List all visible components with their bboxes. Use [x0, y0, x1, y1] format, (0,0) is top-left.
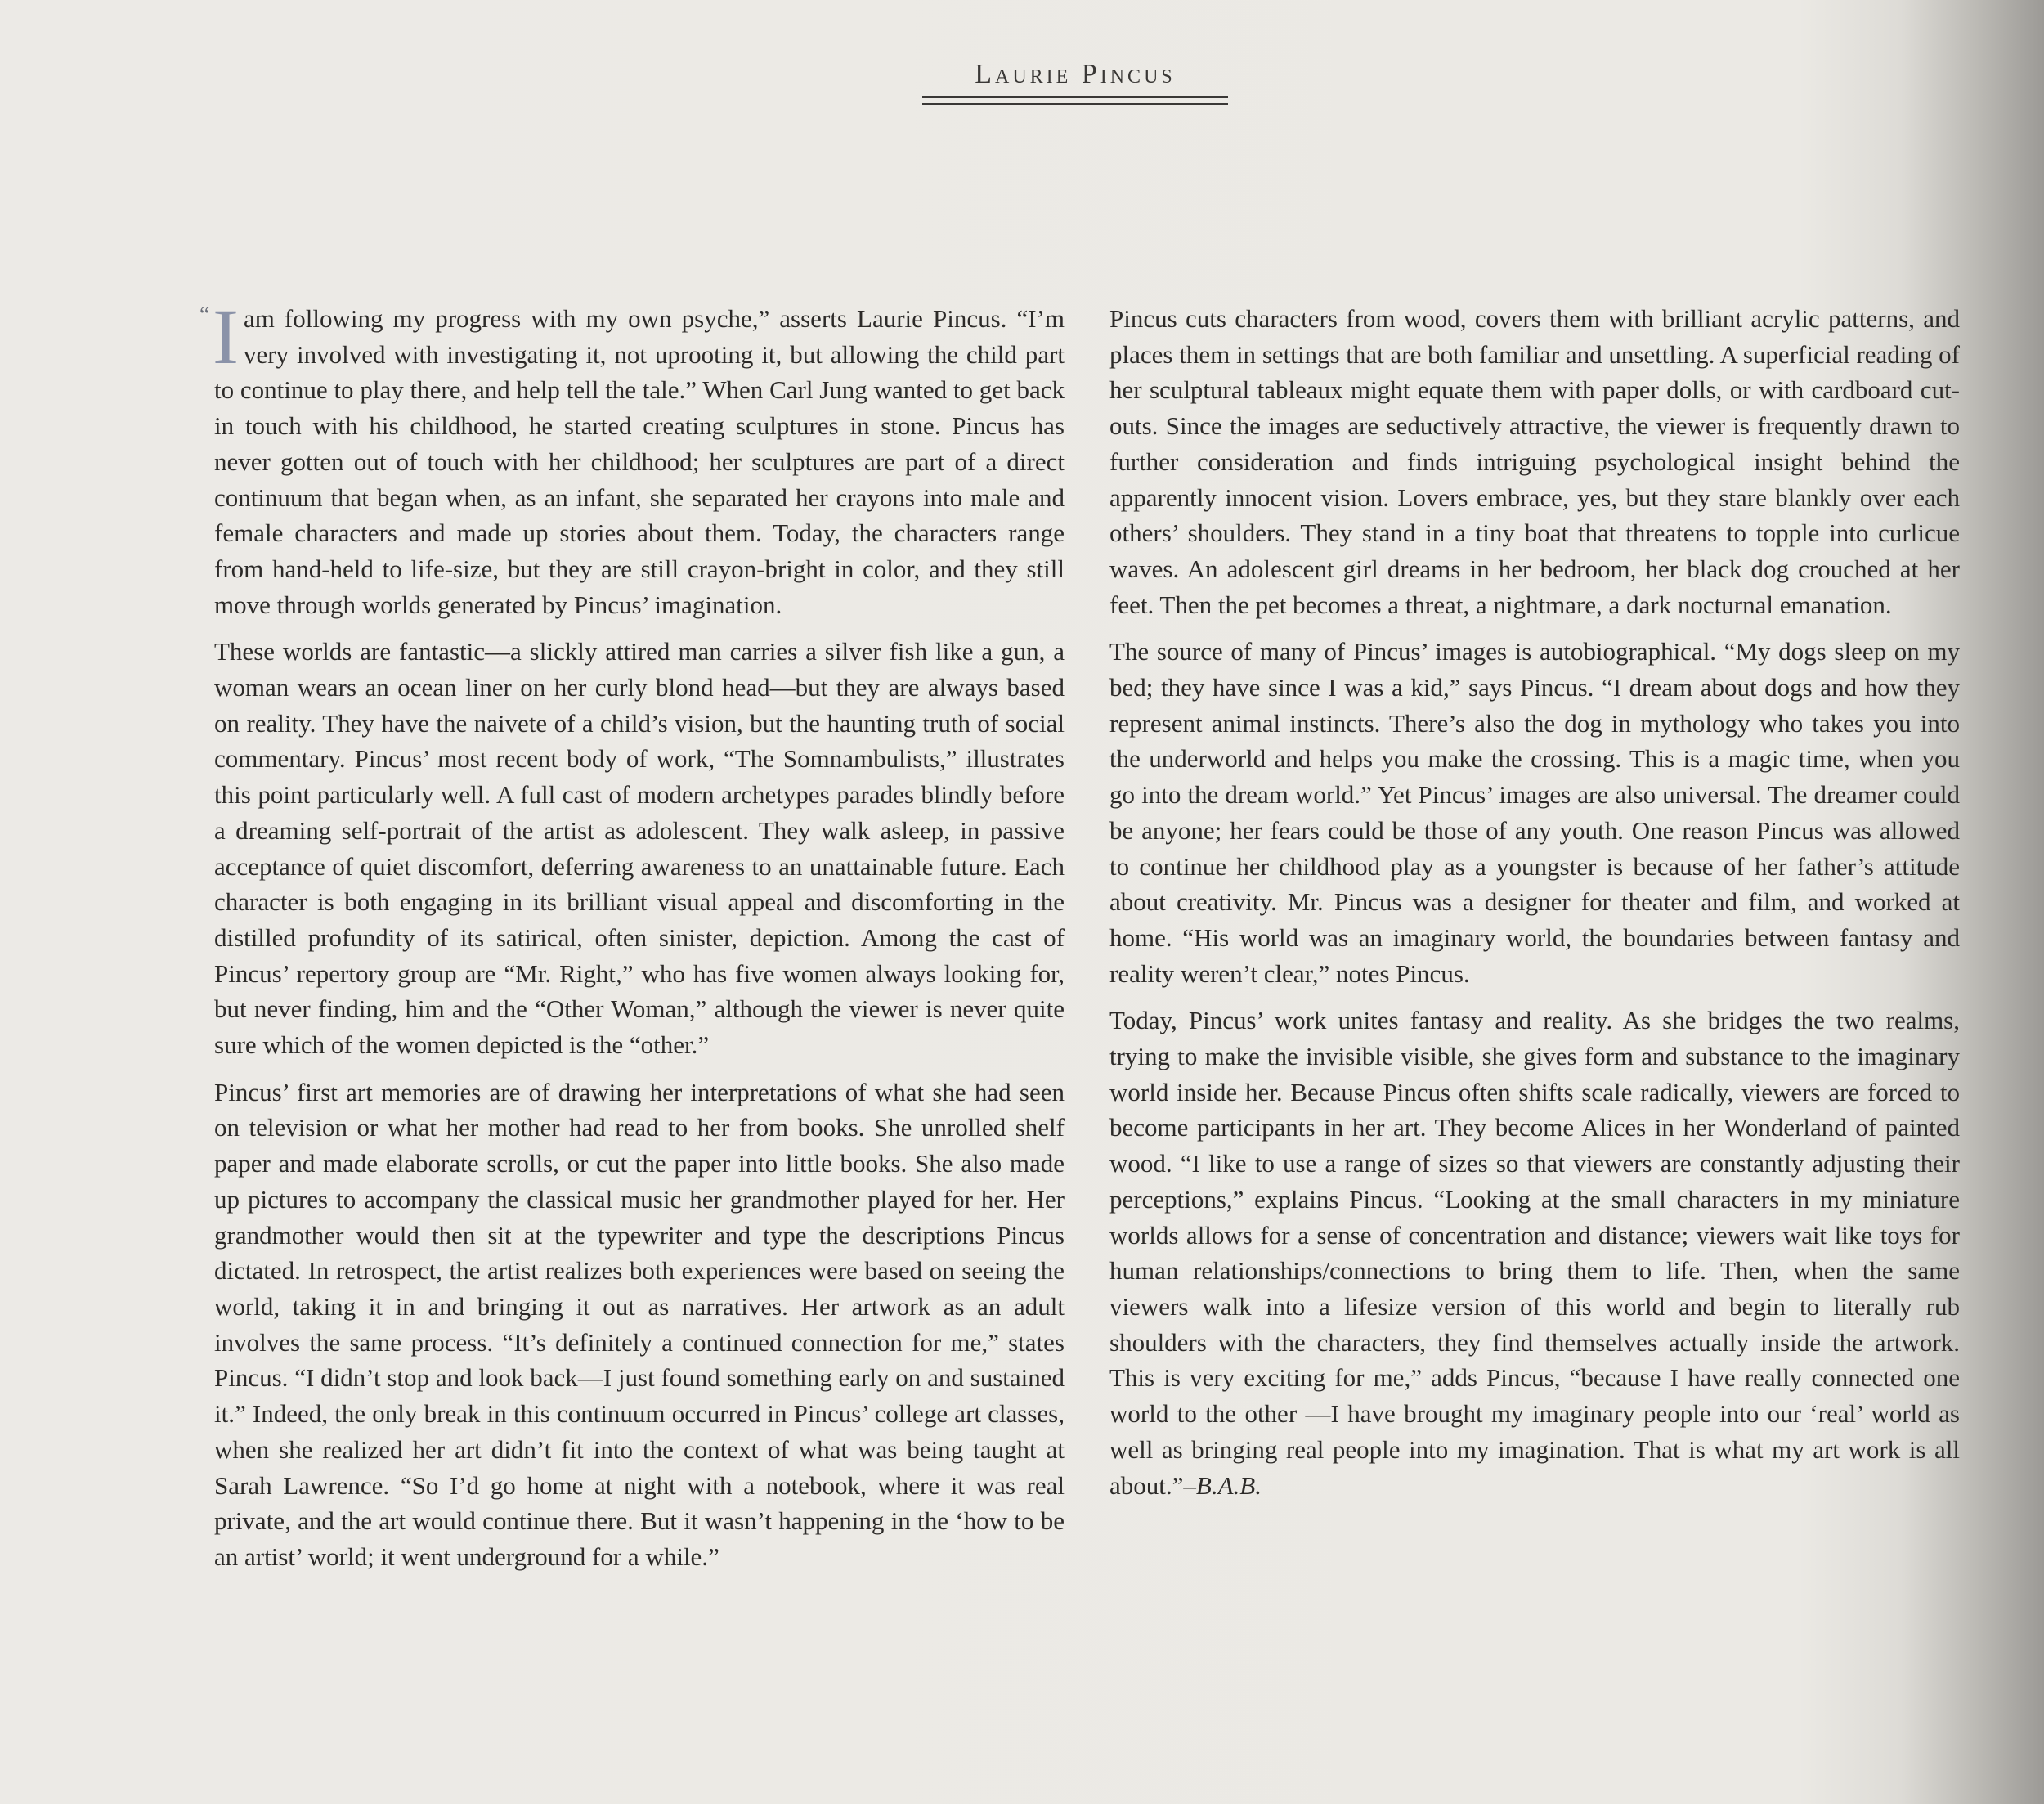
- right-column: [1109, 301, 1960, 1515]
- header-rule-double: [922, 103, 1228, 105]
- author-signature: –B.A.B.: [1183, 1470, 1262, 1500]
- paragraph: Pincus’ first art memories are of drawing her interpretations of what she had seen on television or what her mother had read to her from books. She unrolled shelf paper and made elaborate scrolls, or cut the paper into little books. She also made up pictures to accompany the classical music her grandmother played for her. Her grandmother would then sit at the typewriter and type the descriptions Pincus dictated. In retrospect, the artist realizes both experiences were based on seeing the world, taking it in and bringing it out as narratives. Her artwork as an adult involves the same process. “It’s definitely a continued connection for me,” states Pincus. “I didn’t stop and look back—I just found something early on and sustained it.” Indeed, the only break in this continuum occurred in Pincus’ college art classes, when she realized her art didn’t fit into the context of what was being taught at Sarah Lawrence. “So I’d go home at night with a notebook, where it was real private, and the art would continue there. But it wasn’t happening in the ‘how to be an artist’ world; it went underground for a while.”: [214, 1077, 1065, 1571]
- opening-quote-mark: “: [199, 303, 210, 328]
- paragraph: [1109, 1003, 1960, 1503]
- header-rule: [922, 96, 1228, 98]
- paragraph-text: am following my progress with my own psyche,” asserts Laurie Pincus. “I’m very involved with investigating it, not uprooting it, but allowing the child part to continue to play there, and help tell the tale.” When Carl Jung wanted to get back in touch with his childhood, he started creating sculptures in stone. Pincus has never gotten out of touch with her childhood; her sculptures are part of a direct continuum that began when, as an infant, she separated her crayons into male and female characters and made up stories about them. Today, the characters range from hand-held to life-size, but they are still crayon-bright in color, and they still move through worlds generated by Pincus’ imagination.: [214, 304, 1065, 619]
- running-header: [916, 59, 1235, 105]
- page-title: Laurie Pincus: [975, 59, 1176, 89]
- left-column: [199, 293, 1065, 1586]
- paragraph-text: Today, Pincus’ work unites fantasy and reality. As she bridges the two realms, trying to make the invisible visible, she gives form and substance to the imaginary world inside her. Because Pincus often shifts scale radically, viewers are forced to become participants in her art. They become Alices in her Wonderland of painted wood. “I like to use a range of sizes so that viewers are constantly adjusting their perceptions,” explains Pincus. “Looking at the small characters in my miniature worlds allows for a sense of concentration and distance; viewers wait like toys for human relationships/connections to bring them to life. Then, when the same viewers walk into a lifesize version of this world and begin to literally rub shoulders with the characters, they find themselves actually inside the artwork. This is very exciting for me,” adds Pincus, “because I have really connected one world to the other —I have brought my imaginary people into our ‘real’ world as well as bringing real people into my imagination. That is what my art work is all about.”: [1109, 1006, 1960, 1500]
- drop-cap: I: [213, 293, 239, 380]
- paragraph: Pincus cuts characters from wood, covers them with brilliant acrylic patterns, and places them in settings that are both familiar and unsettling. A superficial reading of her sculptural tableaux might equate them with paper dolls, or with cardboard cut-outs. Since the images are seductively attractive, the viewer is frequently drawn to further consideration and finds intriguing psychological insight behind the apparently innocent vision. Lovers embrace, yes, but they stare blankly over each others’ shoulders. They stand in a tiny boat that threatens to topple into curlicue waves. An adolescent girl dreams in her bedroom, her black dog crouched at her feet. Then the pet becomes a threat, a nightmare, a dark nocturnal emanation.: [1109, 304, 1960, 619]
- paragraph: These worlds are fantastic—a slickly attired man carries a silver fish like a gun, a woman wears an ocean liner on her curly blond head—but they are always based on reality. They have the naivete of a child’s vision, but the haunting truth of social commentary. Pincus’ most recent body of work, “The Somnambulists,” illustrates this point particularly well. A full cast of modern archetypes parades blindly before a dreaming self-portrait of the artist as adolescent. They walk asleep, in passive acceptance of quiet discomfort, deferring awareness to an unattainable future. Each character is both engaging in its brilliant visual appeal and discomforting in the distilled profundity of its satirical, often sinister, depiction. Among the cast of Pincus’ repertory group are “Mr. Right,” who has five women always looking for, but never finding, him and the “Other Woman,” although the viewer is never quite sure which of the women depicted is the “other.”: [214, 637, 1065, 1060]
- paragraph: [199, 293, 1065, 622]
- paragraph: The source of many of Pincus’ images is autobiographical. “My dogs sleep on my bed; they have since I was a kid,” says Pincus. “I dream about dogs and how they represent animal instincts. There’s also the dog in mythology who takes you into the underworld and helps you make the crossing. This is a magic time, when you go into the dream world.” Yet Pincus’ images are also universal. The dreamer could be anyone; her fears could be those of any youth. One reason Pincus was allowed to continue her childhood play as a youngster is because of her father’s attitude about creativity. Mr. Pincus was a designer for theater and film, and worked at home. “His world was an imaginary world, the boundaries between fantasy and reality weren’t clear,” notes Pincus.: [1109, 637, 1960, 988]
